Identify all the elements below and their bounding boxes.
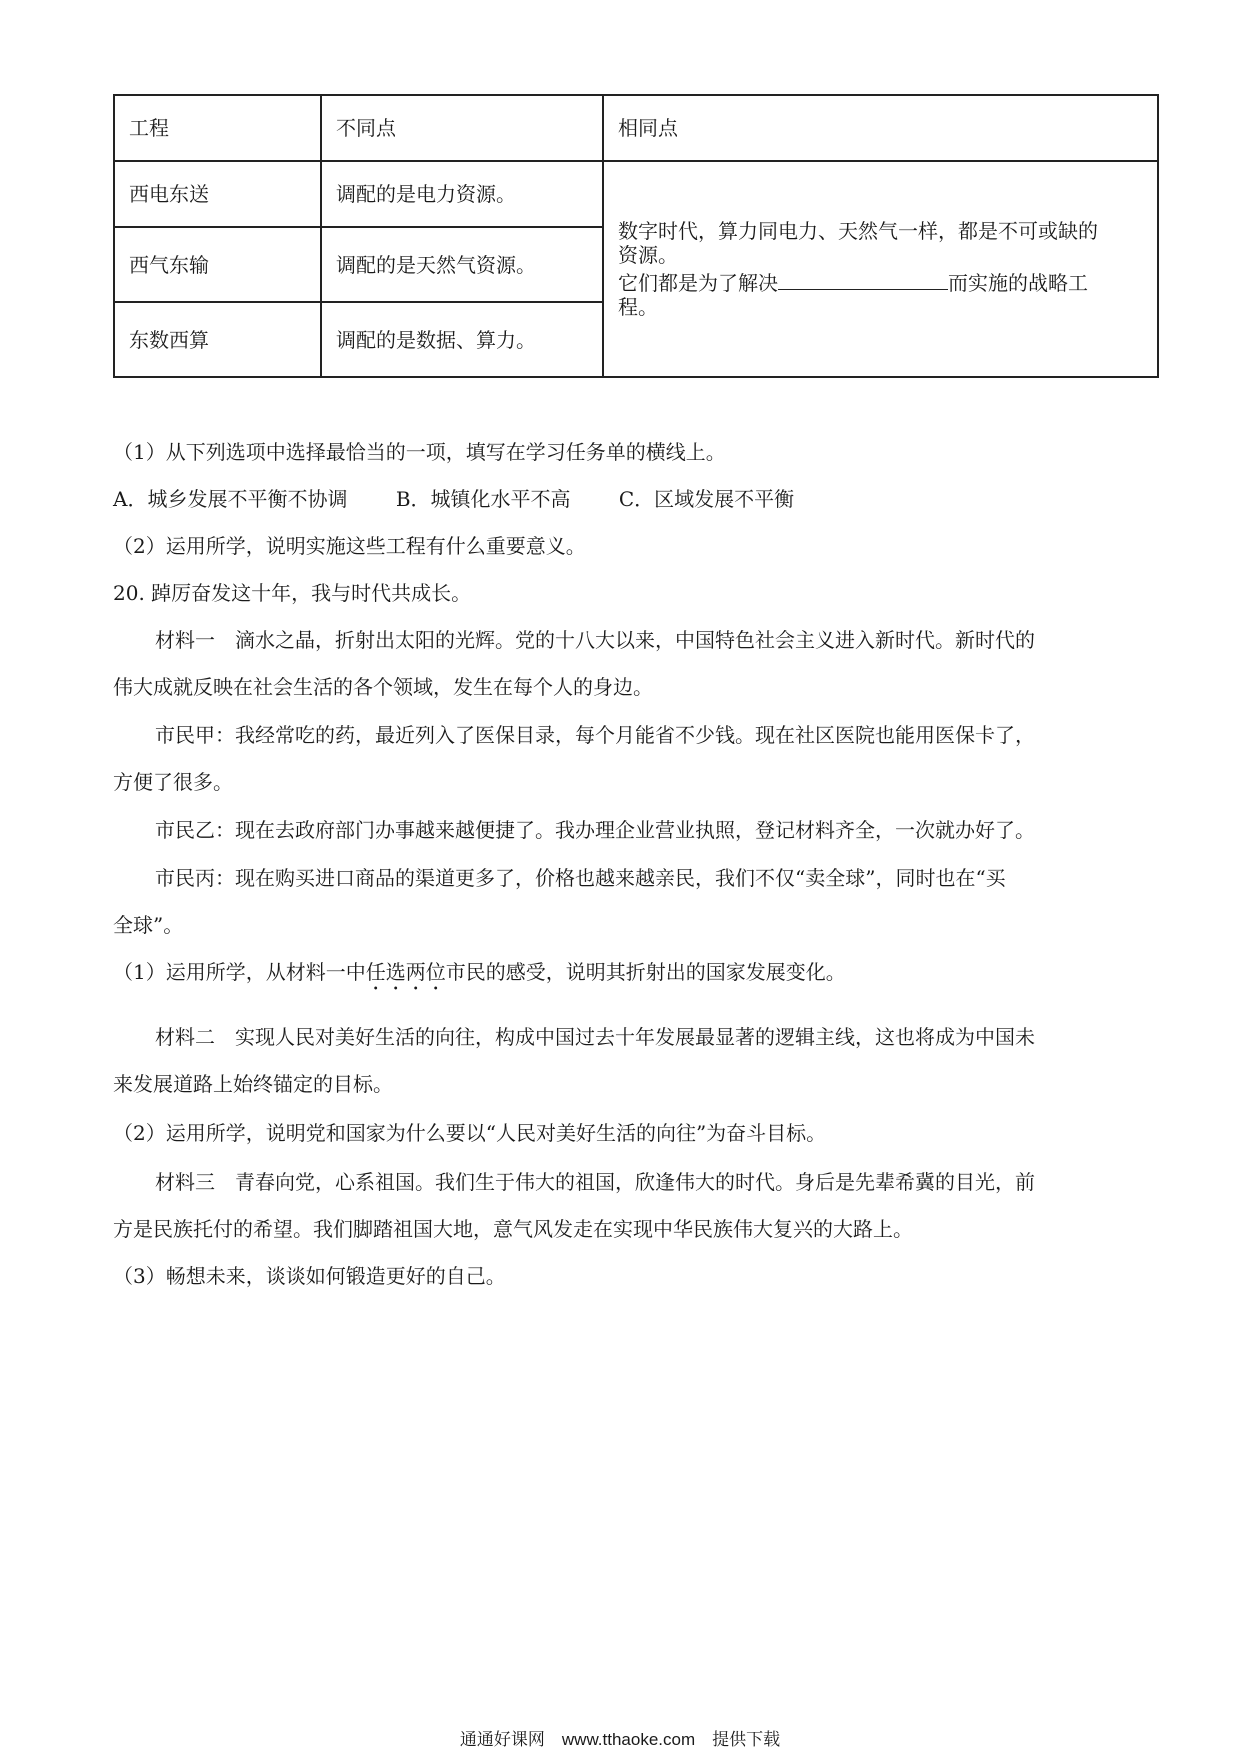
q20-question-1 <box>113 960 846 995</box>
header-project: 工程 <box>114 95 321 161</box>
q20-question-3: （3）畅想未来，谈谈如何锻造更好的自己。 <box>113 1264 506 1288</box>
common-line-1: 数字时代，算力同电力、天然气一样，都是不可或缺的 <box>618 219 1098 243</box>
citizen-bing-line-2: 全球”。 <box>113 913 184 937</box>
q20-q1-post: 市民的感受，说明其折射出的国家发展变化。 <box>445 960 846 984</box>
material-3-line-2: 方是民族托付的希望。我们脚踏祖国大地，意气风发走在实现中华民族伟大复兴的大路上。 <box>113 1217 913 1241</box>
q19-question-1: （1）从下列选项中选择最恰当的一项，填写在学习任务单的横线上。 <box>113 440 726 464</box>
option-a: A．城乡发展不平衡不协调 <box>113 487 348 511</box>
table-header-row <box>114 95 1158 161</box>
common-line-3-pre: 它们都是为了解决 <box>618 271 778 295</box>
material-1-line-1: 材料一 滴水之晶，折射出太阳的光辉。党的十八大以来，中国特色社会主义进入新时代。新时代的 <box>155 628 1035 652</box>
citizen-jia-line-1: 市民甲：我经常吃的药，最近列入了医保目录，每个月能省不少钱。现在社区医院也能用医保卡了， <box>155 723 1035 747</box>
q20-title: 20. 踔厉奋发这十年，我与时代共成长。 <box>113 581 472 605</box>
project-cell: 东数西算 <box>114 302 321 377</box>
material-2-line-2: 来发展道路上始终锚定的目标。 <box>113 1072 393 1096</box>
difference-cell: 调配的是电力资源。 <box>321 161 603 227</box>
common-line-4: 程。 <box>618 295 658 319</box>
q19-question-2: （2）运用所学，说明实施这些工程有什么重要意义。 <box>113 534 586 558</box>
material-3-line-1: 材料三 青春向党，心系祖国。我们生于伟大的祖国，欣逢伟大的时代。身后是先辈希冀的目光，前 <box>155 1170 1035 1194</box>
page-footer: 通通好课网 www.tthaoke.com 提供下载 <box>459 1730 781 1749</box>
q20-q1-pre: （1）运用所学，从材料一中 <box>113 960 366 984</box>
option-c: C．区域发展不平衡 <box>618 487 795 511</box>
q20-q1-emphasis: 任选两位 <box>365 960 446 984</box>
common-line-3-post: 而实施的战略工 <box>948 271 1088 295</box>
project-cell: 西气东输 <box>114 227 321 302</box>
table-row <box>114 161 1158 227</box>
citizen-bing-line-1: 市民丙：现在购买进口商品的渠道更多了，价格也越来越亲民，我们不仅“卖全球”，同时也在“买 <box>155 866 1006 890</box>
header-difference: 不同点 <box>321 95 603 161</box>
common-line-2: 资源。 <box>618 243 678 267</box>
difference-cell: 调配的是天然气资源。 <box>321 227 603 302</box>
difference-cell: 调配的是数据、算力。 <box>321 302 603 377</box>
option-b: B．城镇化水平不高 <box>395 487 571 511</box>
common-cell <box>603 161 1158 377</box>
header-common: 相同点 <box>603 95 1158 161</box>
q19-options <box>113 487 836 511</box>
project-cell: 西电东送 <box>114 161 321 227</box>
q20-question-2: （2）运用所学，说明党和国家为什么要以“人民对美好生活的向往”为奋斗目标。 <box>113 1121 827 1145</box>
material-1-line-2: 伟大成就反映在社会生活的各个领域，发生在每个人的身边。 <box>113 675 653 699</box>
answer-blank[interactable] <box>778 267 948 290</box>
citizen-yi: 市民乙：现在去政府部门办事越来越便捷了。我办理企业营业执照，登记材料齐全，一次就办好了。 <box>155 818 1035 842</box>
citizen-jia-line-2: 方便了很多。 <box>113 770 233 794</box>
material-2-line-1: 材料二 实现人民对美好生活的向往，构成中国过去十年发展最显著的逻辑主线，这也将成为中国未 <box>155 1025 1035 1049</box>
task-sheet-table <box>113 94 1159 378</box>
